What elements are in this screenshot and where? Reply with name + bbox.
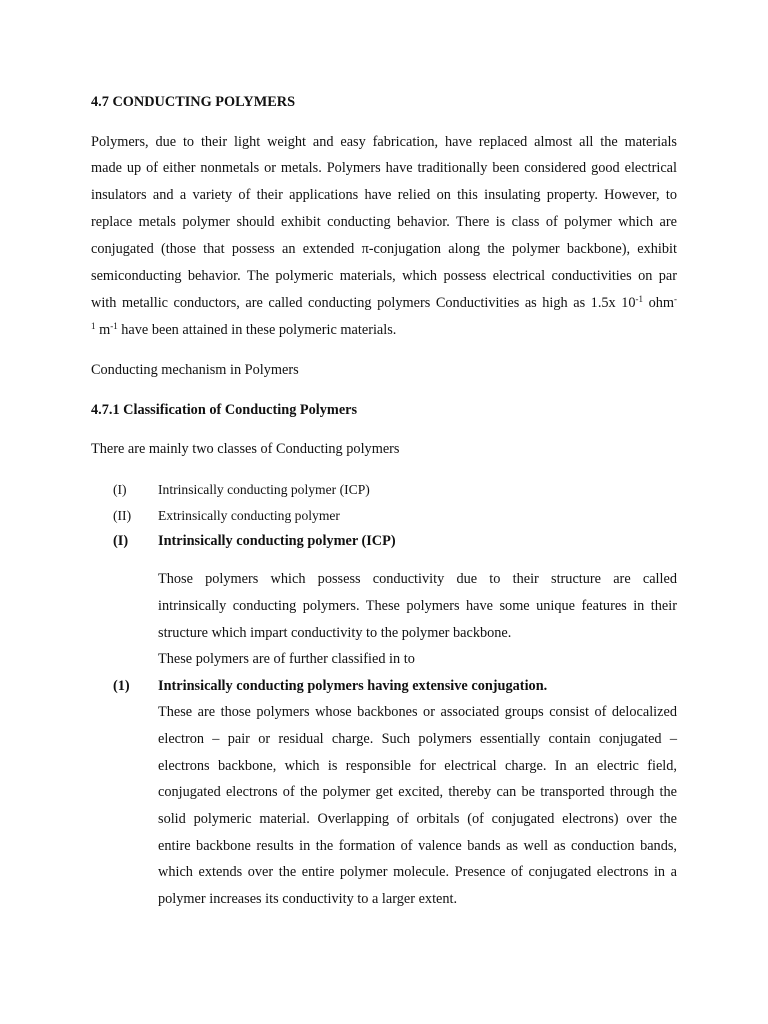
classes-intro: There are mainly two classes of Conducting polymers <box>91 441 400 457</box>
icp-line: structure which impart conductivity to the polymer backbone. <box>158 625 512 641</box>
intro-line: insulators and a variety of their applications have relied on this insulating property. However, to <box>91 187 677 203</box>
mechanism-heading: Conducting mechanism in Polymers <box>91 362 299 378</box>
list-item: Intrinsically conducting polymer (ICP) <box>158 482 370 497</box>
sub1-line: entire backbone results in the formation of valence bands as well as conduction bands, <box>158 838 677 854</box>
sub1-line: solid polymeric material. Overlapping of orbitals (of conjugated electrons) over the <box>158 811 677 827</box>
sub1-line: electron – pair or residual charge. Such polymers essentially contain conjugated – <box>158 731 677 747</box>
superscript: 1 <box>91 321 96 331</box>
intro-line: semiconducting behavior. The polymeric materials, which possess electrical conductivities on par <box>91 268 677 284</box>
sub1-heading-marker: (1) <box>113 678 130 694</box>
superscript: -1 <box>110 321 118 331</box>
list-item: Extrinsically conducting polymer <box>158 508 340 523</box>
superscript: - <box>674 294 678 304</box>
intro-text: ohm <box>643 295 675 311</box>
intro-line-conductivity <box>91 294 677 312</box>
intro-text: m <box>95 322 111 338</box>
icp-heading: Intrinsically conducting polymer (ICP) <box>158 533 396 549</box>
sub1-line: electrons backbone, which is responsible for electrical charge. In an electric field, <box>158 758 677 774</box>
sub1-line: which extends over the entire polymer molecule. Presence of conjugated electrons in a <box>158 864 677 880</box>
intro-line-units <box>91 321 396 339</box>
icp-heading-marker: (I) <box>113 533 129 549</box>
intro-line: Polymers, due to their light weight and easy fabrication, have replaced almost all the materials <box>91 134 677 150</box>
subsection-title: 4.7.1 Classification of Conducting Polymers <box>91 402 358 418</box>
sub1-line: These are those polymers whose backbones or associated groups consist of delocalized <box>158 704 677 720</box>
icp-line: Those polymers which possess conductivity due to their structure are called <box>158 571 677 587</box>
list-marker: (II) <box>113 508 132 523</box>
list-marker: (I) <box>113 482 127 497</box>
sub1-line: conjugated electrons of the polymer get excited, thereby can be transported through the <box>158 784 677 800</box>
intro-line: replace metals polymer should exhibit conducting behavior. There is class of polymer which are <box>91 214 677 230</box>
intro-text: with metallic conductors, are called conducting polymers Conductivities as high as 1.5x 10 <box>91 295 636 311</box>
sub1-line: polymer increases its conductivity to a larger extent. <box>158 891 458 907</box>
icp-line: intrinsically conducting polymers. These polymers have some unique features in their <box>158 598 677 614</box>
intro-line: made up of either nonmetals or metals. Polymers have traditionally been considered good electrical <box>91 160 677 176</box>
intro-text: have been attained in these polymeric materials. <box>117 322 397 338</box>
superscript: -1 <box>635 294 644 304</box>
section-title: 4.7 CONDUCTING POLYMERS <box>91 94 296 110</box>
icp-line: These polymers are of further classified in to <box>158 651 415 667</box>
intro-line: conjugated (those that possess an extended π-conjugation along the polymer backbone), exhibit <box>91 241 677 257</box>
sub1-heading: Intrinsically conducting polymers having extensive conjugation. <box>158 678 548 694</box>
